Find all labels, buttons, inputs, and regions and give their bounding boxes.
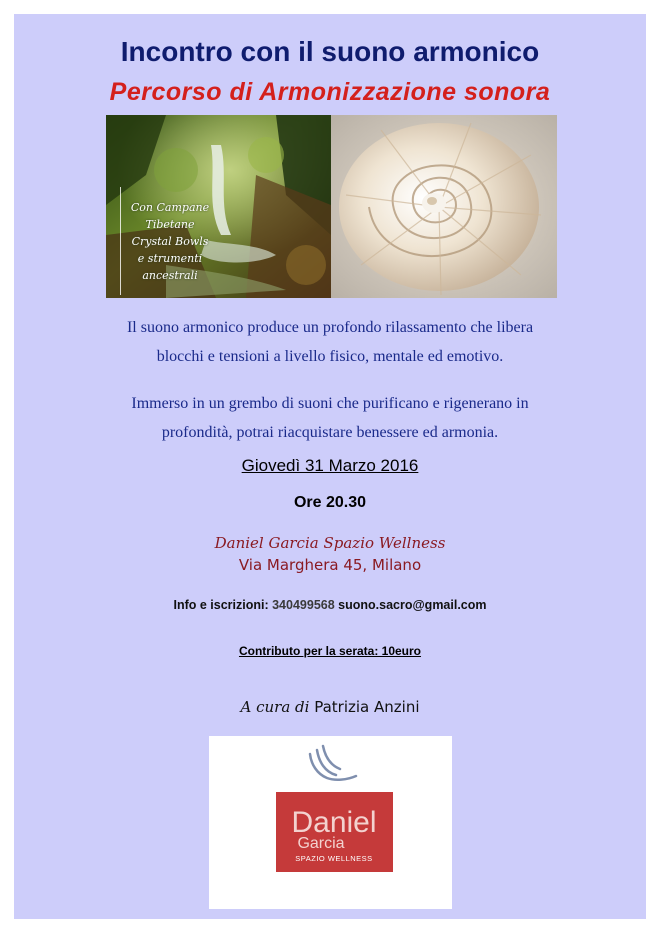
- paragraph-line: Immerso in un grembo di suoni che purificano e rigenerano in: [131, 395, 529, 412]
- info-label: Info e iscrizioni:: [173, 598, 269, 612]
- curator-name: Patrizia Anzini: [314, 698, 420, 716]
- event-time: Ore 20.30: [293, 494, 367, 511]
- waterfall-image: [106, 115, 331, 298]
- info-line: [14, 598, 646, 612]
- caption-line: ancestrali: [142, 269, 198, 282]
- logo-word-garcia: Garcia: [297, 835, 345, 852]
- seashell-image: [331, 115, 557, 298]
- email-address[interactable]: suono.sacro@gmail.com: [338, 598, 487, 612]
- event-date-text: Giovedì 31 Marzo 2016: [241, 456, 419, 475]
- paragraph-line: Il suono armonico produce un profondo rilassamento che libera: [126, 319, 534, 336]
- paragraph-line: blocchi e tensioni a livello fisico, mentale ed emotivo.: [156, 348, 504, 365]
- paragraph-line: profondità, potrai riacquistare benessere ed armonia.: [161, 424, 499, 441]
- event-date: [14, 456, 646, 476]
- contribution-note: Contributo per la serata: 10euro: [238, 644, 422, 658]
- intro-paragraph: [14, 313, 646, 371]
- event-address: Via Marghera 45, Milano: [238, 556, 422, 574]
- flyer-title: Incontro con il suono armonico: [120, 36, 540, 67]
- daniel-garcia-logo: [209, 736, 452, 909]
- logo-word-daniel: Daniel: [291, 806, 377, 839]
- flyer-subtitle: Percorso di Armonizzazione sonora: [109, 78, 551, 106]
- event-venue: Daniel Garcia Spazio Wellness: [214, 534, 446, 552]
- flyer-page: [14, 14, 646, 919]
- logo-hanger-icon: [310, 746, 356, 780]
- seashell-illustration: [331, 115, 557, 298]
- caption-line: e strumenti: [137, 252, 203, 265]
- phone-number[interactable]: 340499568: [272, 598, 335, 612]
- caption-line: Crystal Bowls: [131, 235, 209, 248]
- caption-line: Tibetane: [145, 218, 195, 231]
- curator-prefix: A cura di: [240, 698, 310, 716]
- caption-line: Con Campane: [130, 201, 210, 214]
- logo: [209, 736, 452, 909]
- second-paragraph: [14, 389, 646, 447]
- logo-tagline: SPAZIO WELLNESS: [295, 854, 373, 863]
- image-caption: [114, 199, 226, 284]
- curator-line: [14, 698, 646, 716]
